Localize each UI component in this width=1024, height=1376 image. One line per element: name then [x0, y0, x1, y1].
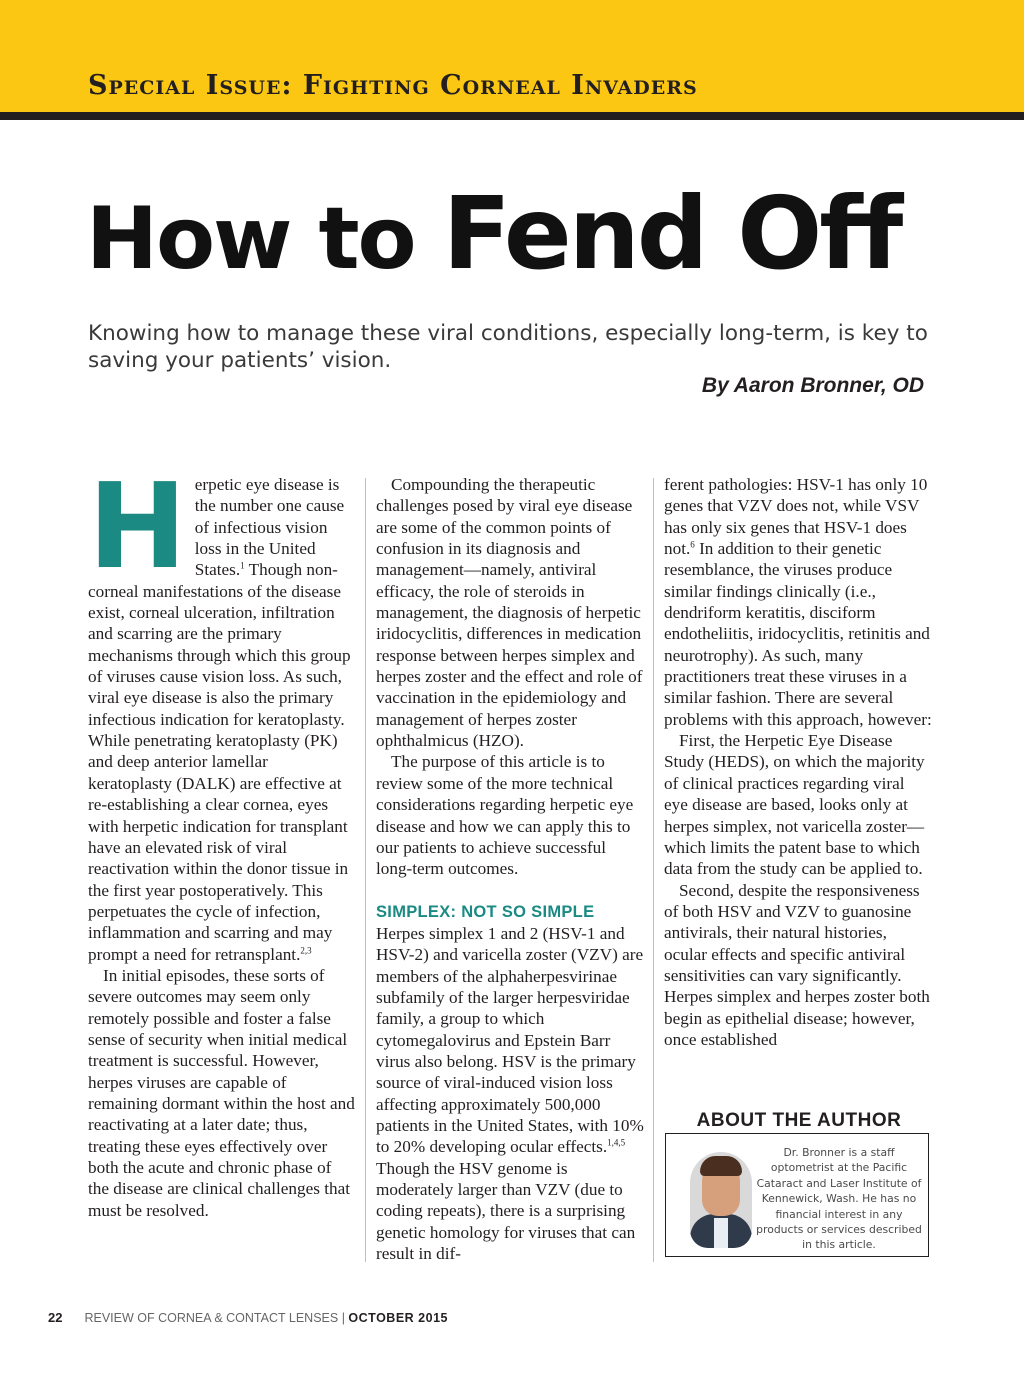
body-column-2 [376, 474, 644, 1264]
paragraph: Second, despite the responsiveness of both HSV and VZV to guanosine antivirals, their natural histories, ocular effects and specific antiviral sensitivities can vary significantly. Herpes simplex and herpes zoster both begin as epithelial disease; however, once established [664, 880, 930, 1049]
byline: By Aaron Bronner, OD [701, 374, 924, 397]
paragraph: First, the Herpetic Eye Disease Study (HEDS), on which the majority of clinical practices regarding viral eye disease are based, looks only at herpes simplex, not varicella zoster—which limits the patent base to which data from the study can be applied to. [664, 731, 925, 879]
headline-part-2: Fend Off [442, 175, 901, 292]
author-bio: Dr. Bronner is a staff optometrist at the Pacific Cataract and Laser Institute of Kennewick, Wash. He has no financial interest in any products or services described in this article. [756, 1146, 922, 1252]
author-photo [690, 1152, 752, 1248]
reference-marker: 6 [690, 539, 695, 550]
paragraph: ferent pathologies: HSV-1 has only 10 genes that VZV does not, while VSV has only six genes that HSV-1 does not.$^6$ In addition to their genetic resemblance, the viruses produce similar findings clinically (i.e., dendriform keratitis, disciform endotheliitis, iridocyclitis, retinitis and neurotrophy). As such, many practitioners treat these viruses in a similar fashion. There are several problems with this approach, however: [664, 475, 932, 729]
reference-marker: 2,3 [300, 944, 312, 955]
reference-marker: 1,4,5 [607, 1137, 626, 1148]
about-author-heading: ABOUT THE AUTHOR [696, 1110, 902, 1131]
about-author-box [665, 1133, 929, 1257]
banner-rule [0, 112, 1024, 120]
page-number: 22 [48, 1310, 63, 1325]
drop-cap: H [88, 457, 187, 595]
issue-date: OCTOBER 2015 [348, 1311, 448, 1325]
paragraph: erpetic eye disease is the number one cause of infectious vision loss in the United States.$^1$ Though non-corneal manifestations of the disease exist, corneal ulceration, infiltration and scarring are the primary mechanisms through which this group of viruses cause vision loss. As such, viral eye disease is also the primary infectious indication for keratoplasty. [88, 475, 351, 729]
section-subhead: SIMPLEX: NOT SO SIMPLE [376, 902, 595, 921]
column-divider [653, 478, 654, 1262]
paragraph: Compounding the therapeutic challenges posed by viral eye disease are some of the common points of confusion in its diagnosis and management—namely, antiviral efficacy, the role of steroids in management, the diagnosis of herpetic iridocyclitis, differences in medication response between herpes simplex and herpes zoster and the effect and role of vaccination in the epidemiology and management of herpes zoster ophthalmicus (HZO). [376, 475, 643, 751]
paragraph: The purpose of this article is to review some of the more technical considerations regarding herpetic eye disease and how we can apply this to our patients to achieve successful long-term outcomes. [376, 752, 634, 879]
paragraph: In initial episodes, these sorts of severe outcomes may seem only remotely possible and foster a false sense of security when initial medical treatment is successful. However, herpes viruses are capable of remaining dormant within the host and reactivating at a later date; thus, treating these eyes effectively over both the acute and chronic phase of the disease are clinical challenges that must be resolved. [88, 965, 355, 1220]
headline [86, 175, 901, 292]
paragraph: Herpes simplex 1 and 2 (HSV-1 and HSV-2) and varicella zoster (VZV) are members of the alphaherpesvirinae subfamily of the larger herpesviridae family, a group to which cytomegalovirus and Epstein Barr virus also belong. HSV is the primary source of viral-induced vision loss affecting approximately 500,000 patients in the United States, with 10% to 20% developing ocular effects.$^{1,4,5}$ Though the HSV genome is moderately larger than VZV (due to coding repeats), there is a surprising genetic homology for viruses that can result in dif- [376, 923, 644, 1264]
article-deck: Knowing how to manage these viral conditions, especially long-term, is key to saving your patients’ vision. [88, 321, 928, 373]
body-column-3 [664, 474, 932, 1050]
headline-part-1: How to [86, 189, 443, 289]
publication-name: REVIEW OF CORNEA & CONTACT LENSES | [84, 1311, 349, 1325]
column-divider [365, 478, 366, 1262]
section-kicker: Special Issue: Fighting Corneal Invaders [88, 70, 698, 101]
page-footer [48, 1310, 448, 1325]
reference-marker: 1 [240, 560, 245, 571]
paragraph: While penetrating keratoplasty (PK) and deep anterior lamellar keratoplasty (DALK) are effective at re-establishing a clear cornea, eyes with herpetic indication for transplant have an elevated risk of viral reactivation within the donor tissue in the first year postoperatively. This perpetuates the cycle of infection, inflammation and scarring and may prompt a need for retransplant.$^{2,3}$ [88, 731, 349, 964]
body-column-1 [88, 457, 356, 1221]
